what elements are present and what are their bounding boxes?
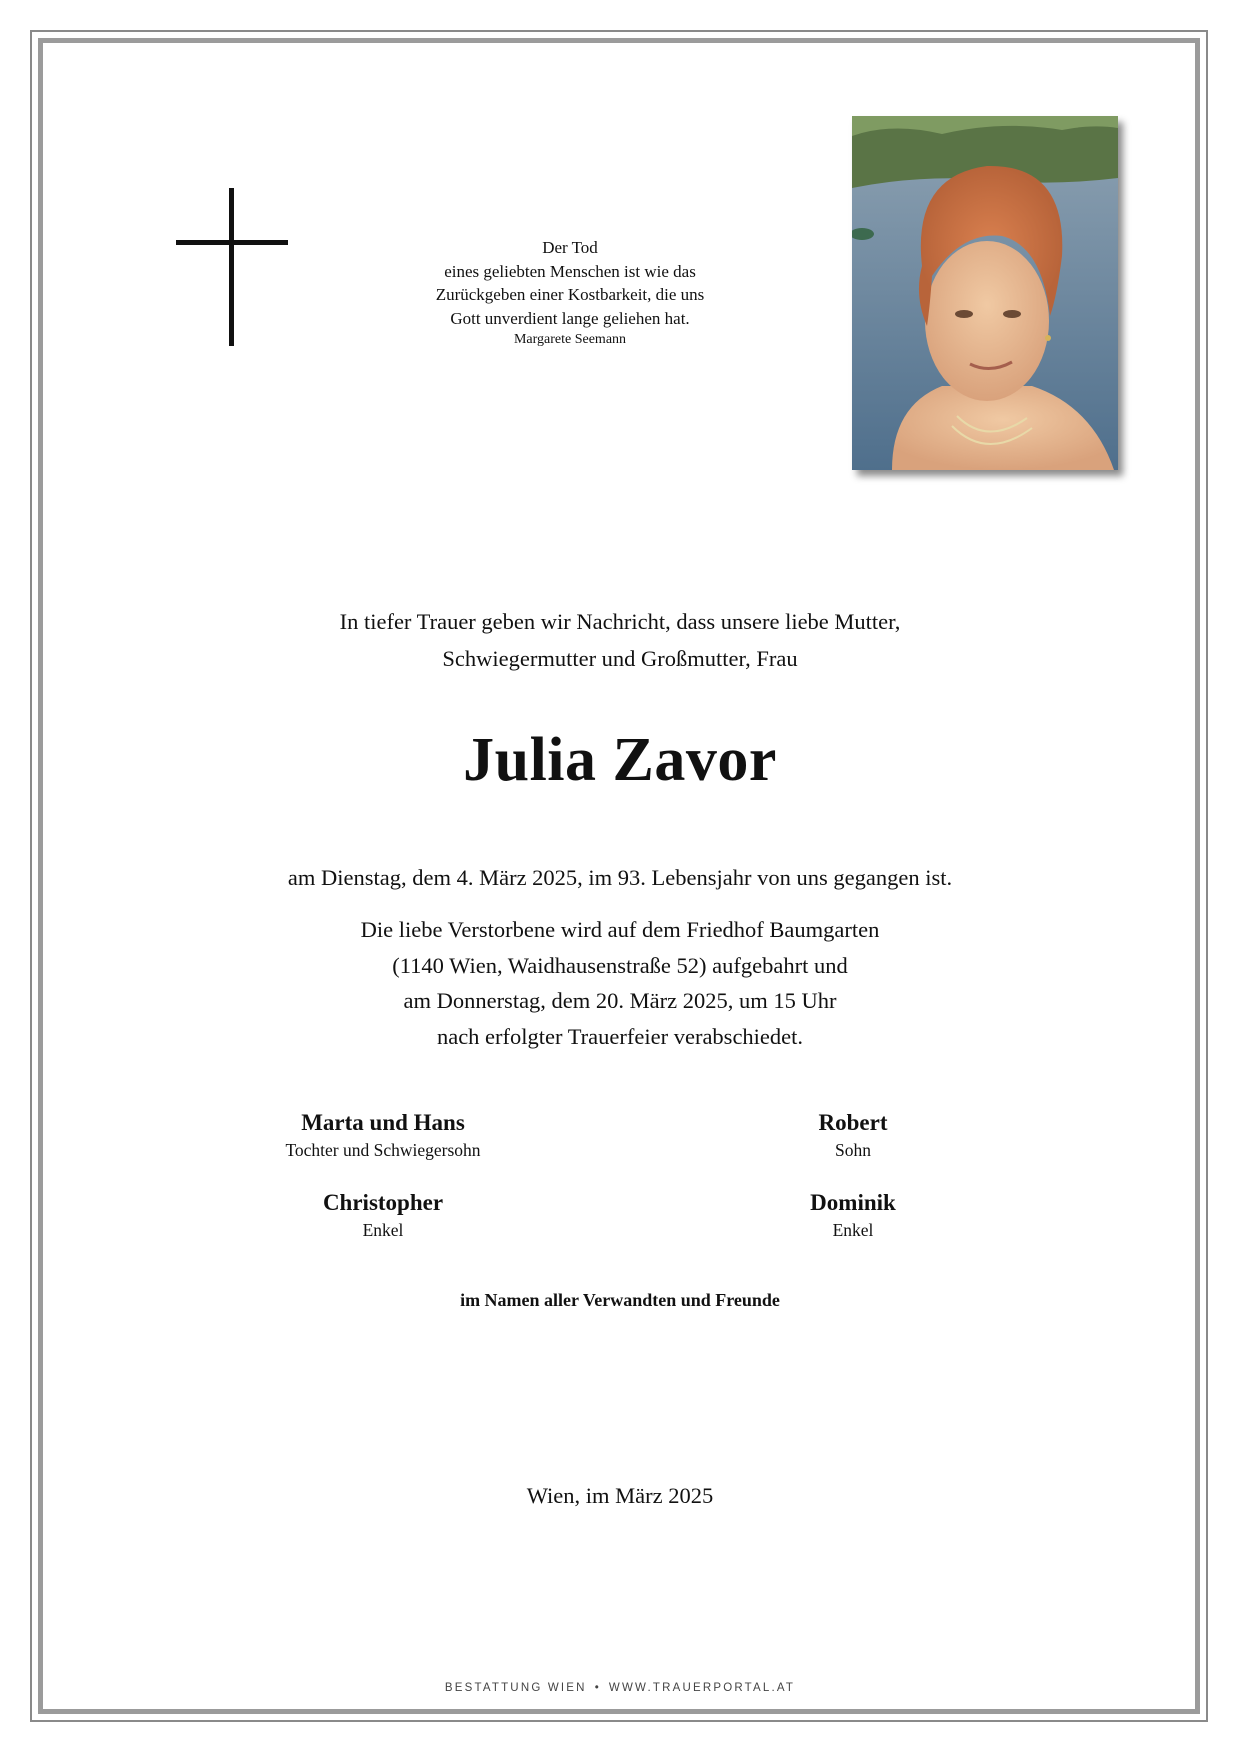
footer-separator: •: [594, 1682, 601, 1694]
closing-line: im Namen aller Verwandten und Freunde: [460, 1290, 780, 1310]
footer-credit: [220, 1680, 1020, 1696]
mourner-relation: Enkel: [362, 1220, 404, 1240]
passing-date-line: am Dienstag, dem 4. März 2025, im 93. Lebensjahr von uns gegangen ist.: [287, 865, 953, 890]
quote-line: Zurückgeben einer Kostbarkeit, die uns: [435, 285, 705, 304]
announcement-intro: [220, 603, 1020, 677]
intro-line: Schwiegermutter und Großmutter, Frau: [442, 646, 798, 671]
intro-line: In tiefer Trauer geben wir Nachricht, dass unsere liebe Mutter,: [339, 609, 901, 634]
funeral-line: (1140 Wien, Waidhausenstraße 52) aufgebahrt und: [392, 952, 848, 978]
mourner-name: Marta und Hans: [301, 1110, 465, 1135]
mourner-entry: [223, 1188, 543, 1242]
portrait-photo: [852, 116, 1118, 470]
mourner-relation: Enkel: [832, 1220, 874, 1240]
mourner-name: Dominik: [810, 1190, 896, 1215]
mourner-entry: [693, 1108, 1013, 1162]
deceased-name: Julia Zavor: [463, 726, 777, 794]
quote-line: eines geliebten Menschen ist wie das: [444, 261, 696, 281]
quote-line: Der Tod: [542, 238, 598, 257]
funeral-line: nach erfolgter Trauerfeier verabschiedet.: [436, 1023, 804, 1049]
funeral-details: [220, 912, 1020, 1054]
mourner-relation: Tochter und Schwiegersohn: [285, 1140, 481, 1160]
funeral-line: Die liebe Verstorbene wird auf dem Friedhof Baumgarten: [360, 917, 880, 942]
quote-block: [400, 236, 740, 350]
place-and-date: Wien, im März 2025: [526, 1483, 714, 1508]
mourner-relation: Sohn: [835, 1140, 871, 1160]
quote-line: Gott unverdient lange geliehen hat.: [450, 308, 690, 328]
mourner-name: Christopher: [322, 1190, 444, 1215]
cross-icon: [176, 188, 288, 346]
mourner-name: Robert: [818, 1110, 888, 1135]
funeral-line: am Donnerstag, dem 20. März 2025, um 15 Uhr: [403, 988, 837, 1013]
mourner-entry: [223, 1108, 543, 1162]
quote-author: Margarete Seemann: [513, 332, 627, 347]
footer-company: BESTATTUNG WIEN: [444, 1682, 587, 1694]
mourner-entry: [693, 1188, 1013, 1242]
footer-website: WWW.TRAUERPORTAL.AT: [608, 1682, 796, 1694]
